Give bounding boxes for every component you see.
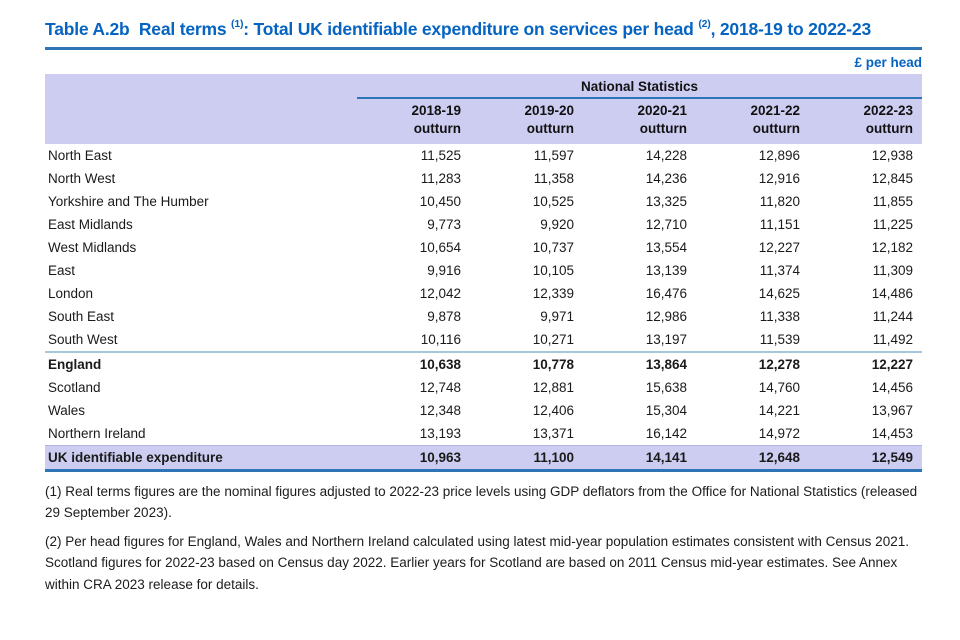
region-label-cell: Scotland [48, 379, 101, 395]
value-cell: 13,967 [871, 402, 913, 418]
value-cell: 14,486 [871, 285, 913, 301]
value-cell: 12,227 [758, 239, 800, 255]
table-row [45, 282, 922, 305]
value-cell: 14,221 [758, 402, 800, 418]
value-cell: 14,236 [645, 170, 687, 186]
table-row [45, 213, 922, 236]
value-cell: 15,638 [645, 379, 687, 395]
region-label-cell: Northern Ireland [48, 425, 146, 441]
value-cell: 10,116 [420, 331, 461, 347]
value-cell: 11,100 [470, 445, 583, 470]
footnotes [45, 481, 922, 596]
table-row [45, 236, 922, 259]
title-text-1: Table A.2b Real terms [45, 18, 232, 39]
region-label-cell: England [45, 352, 357, 376]
value-cell: 14,625 [758, 285, 800, 301]
value-cell: 12,406 [532, 402, 574, 418]
footnote-ref-2: (2) [698, 18, 711, 30]
value-cell: 10,638 [357, 352, 470, 376]
value-cell: 12,348 [419, 402, 461, 418]
value-cell: 9,773 [427, 216, 461, 232]
value-cell: 12,916 [758, 170, 800, 186]
value-cell: 12,648 [696, 445, 809, 470]
value-cell: 11,283 [420, 170, 461, 186]
value-cell: 12,881 [532, 379, 574, 395]
table-row [45, 328, 922, 352]
value-cell: 13,325 [645, 193, 687, 209]
value-cell: 10,654 [419, 239, 461, 255]
value-cell: 12,896 [758, 147, 800, 163]
value-cell: 13,864 [583, 352, 696, 376]
value-cell: 12,748 [419, 379, 461, 395]
table-row [45, 352, 922, 376]
value-cell: 9,916 [427, 262, 461, 278]
value-cell: 16,476 [645, 285, 687, 301]
year-column-header: 2018-19 outturn [357, 98, 470, 144]
value-cell: 11,820 [759, 193, 800, 209]
value-cell: 12,549 [809, 445, 922, 470]
page-title [45, 12, 922, 42]
year-header-spacer [45, 98, 357, 144]
table-row [45, 445, 922, 470]
value-cell: 10,450 [419, 193, 461, 209]
value-cell: 14,228 [645, 147, 687, 163]
region-label-cell: Wales [48, 402, 86, 418]
value-cell: 12,042 [419, 285, 461, 301]
value-cell: 14,972 [758, 425, 800, 441]
value-cell: 11,309 [872, 262, 913, 278]
value-cell: 11,374 [759, 262, 800, 278]
value-cell: 13,371 [532, 425, 574, 441]
value-cell: 10,105 [532, 262, 574, 278]
value-cell: 11,492 [872, 331, 913, 347]
table-row [45, 376, 922, 399]
value-cell: 10,778 [470, 352, 583, 376]
table-row [45, 399, 922, 422]
region-label-cell: North West [48, 170, 116, 186]
value-cell: 12,339 [532, 285, 574, 301]
value-cell: 11,338 [759, 308, 800, 324]
year-column-header: 2020-21 outturn [583, 98, 696, 144]
value-cell: 13,193 [419, 425, 461, 441]
value-cell: 12,710 [645, 216, 687, 232]
table-header [45, 74, 922, 144]
group-header-spacer [45, 74, 357, 98]
region-label-cell: London [48, 285, 94, 301]
value-cell: 14,760 [758, 379, 800, 395]
value-cell: 10,963 [357, 445, 470, 470]
table-row [45, 422, 922, 446]
value-cell: 11,151 [759, 216, 800, 232]
value-cell: 12,227 [809, 352, 922, 376]
value-cell: 12,278 [696, 352, 809, 376]
title-text-3: , 2018-19 to 2022-23 [710, 18, 871, 39]
value-cell: 10,737 [532, 239, 574, 255]
value-cell: 14,456 [871, 379, 913, 395]
footnote-2: (2) Per head figures for England, Wales and Northern Ireland calculated using latest mid-year population estimates consistent with Census 2021. Scotland figures for 2022-23 based on Census day 2022. Earlier years for Scotland are based on 2011 Census mid-year estimates. See Annex within CRA 2023 release for details. [45, 533, 909, 592]
value-cell: 13,554 [645, 239, 687, 255]
value-cell: 10,525 [532, 193, 574, 209]
value-cell: 12,986 [645, 308, 687, 324]
region-label-cell: East Midlands [48, 216, 133, 232]
table-row [45, 167, 922, 190]
title-divider-rule [45, 47, 922, 50]
value-cell: 11,244 [872, 308, 913, 324]
value-cell: 9,920 [540, 216, 574, 232]
value-cell: 14,453 [871, 425, 913, 441]
value-cell: 12,182 [871, 239, 913, 255]
unit-label: £ per head [854, 54, 922, 70]
value-cell: 13,139 [645, 262, 687, 278]
value-cell: 13,197 [645, 331, 687, 347]
value-cell: 12,845 [871, 170, 913, 186]
value-cell: 11,225 [872, 216, 913, 232]
group-header-row [45, 74, 922, 98]
value-cell: 14,141 [583, 445, 696, 470]
group-header-label: National Statistics [357, 74, 922, 98]
region-label-cell: North East [48, 147, 112, 163]
table-row [45, 305, 922, 328]
region-label-cell: South West [48, 331, 118, 347]
value-cell: 9,971 [540, 308, 574, 324]
value-cell: 11,597 [533, 147, 574, 163]
year-column-header: 2022-23 outturn [809, 98, 922, 144]
value-cell: 11,358 [533, 170, 574, 186]
value-cell: 12,938 [871, 147, 913, 163]
region-label-cell: West Midlands [48, 239, 137, 255]
table-row [45, 190, 922, 213]
expenditure-table [45, 74, 922, 472]
table-row [45, 259, 922, 282]
value-cell: 9,878 [427, 308, 461, 324]
table-row [45, 144, 922, 167]
value-cell: 11,855 [872, 193, 913, 209]
value-cell: 10,271 [532, 331, 574, 347]
region-label-cell: East [48, 262, 76, 278]
year-header-row [45, 98, 922, 144]
year-column-header: 2021-22 outturn [696, 98, 809, 144]
value-cell: 11,539 [759, 331, 800, 347]
footnote-1: (1) Real terms figures are the nominal figures adjusted to 2022-23 price levels using GDP deflators from the Office for National Statistics (released 29 September 2023). [45, 483, 918, 521]
region-label-cell: South East [48, 308, 115, 324]
title-text-2: : Total UK identifiable expenditure on services per head [243, 18, 699, 39]
value-cell: 15,304 [645, 402, 687, 418]
footnote-ref-1: (1) [231, 18, 244, 30]
region-label-cell: UK identifiable expenditure [45, 445, 357, 470]
region-label-cell: Yorkshire and The Humber [48, 193, 209, 209]
value-cell: 11,525 [420, 147, 461, 163]
year-column-header: 2019-20 outturn [470, 98, 583, 144]
value-cell: 16,142 [645, 425, 687, 441]
table-body [45, 144, 922, 471]
